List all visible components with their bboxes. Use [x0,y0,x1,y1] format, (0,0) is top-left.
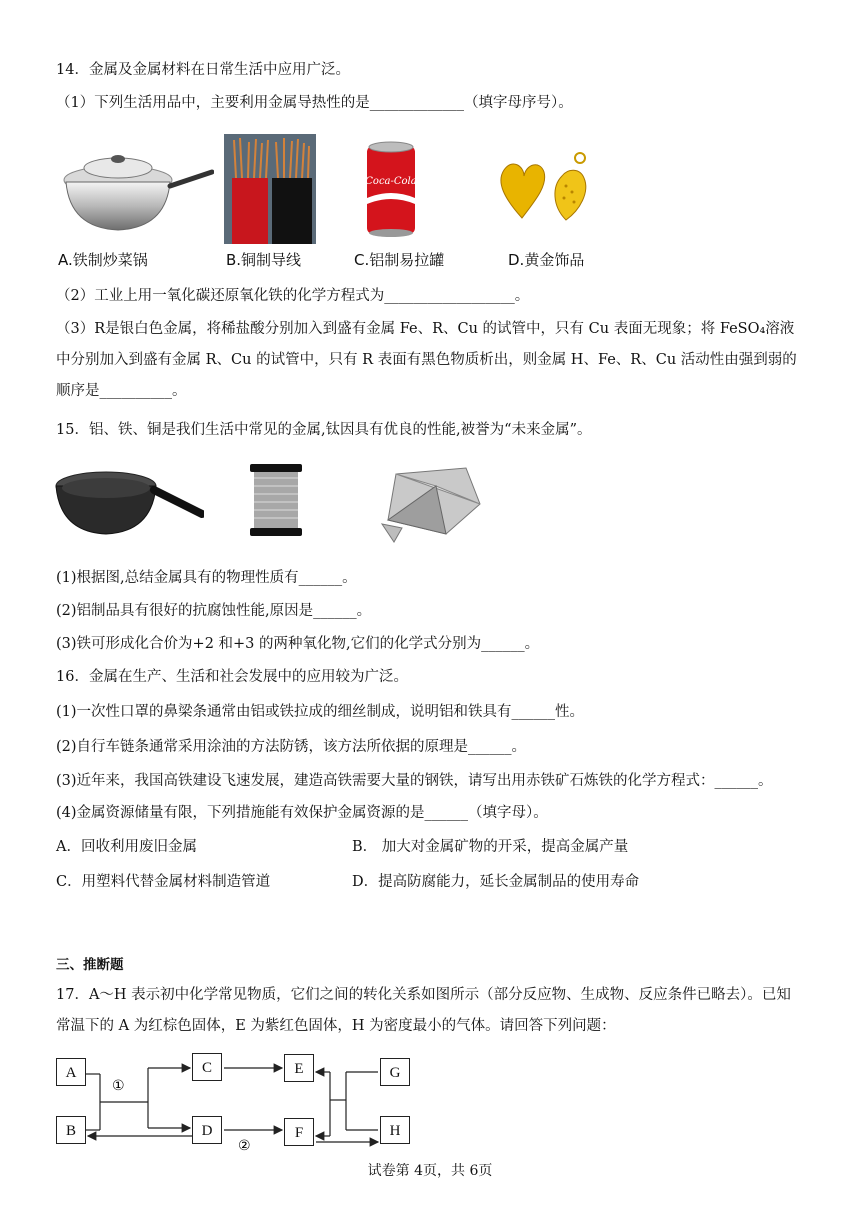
q16-option-b: B． 加大对金属矿物的开采，提高金属产量 [352,839,629,855]
q14-part2: （2）工业上用一氧化碳还原氧化铁的化学方程式为__________________。 [56,288,530,304]
caption-a: A.铁制炒菜锅 [58,251,148,269]
q15-title: 15．铝、铁、铜是我们生活中常见的金属,钛因具有优良的性能,被誉为“未来金属”。 [56,422,592,438]
node-h: H [380,1116,410,1144]
q16-part3: (3)近年来，我国高铁建设飞速发展，建造高铁需要大量的钢铁，请写出用赤铁矿石炼铁的化学方程式：______。 [56,773,773,789]
gold-jewelry-image [494,146,598,226]
copper-wire-image [224,134,316,244]
q16-option-c: C．用塑料代替金属材料制造管道 [56,874,271,890]
reaction-1-label: ① [112,1078,125,1094]
svg-text:Coca-Cola: Coca-Cola [365,176,417,187]
q16-option-a: A．回收利用废旧金属 [56,839,197,855]
q14-title: 14．金属及金属材料在日常生活中应用广泛。 [56,62,350,78]
node-b: B [56,1116,86,1144]
node-a: A [56,1058,86,1086]
q16-part2: (2)自行车链条通常采用涂油的方法防锈，该方法所依据的原理是______。 [56,739,527,755]
node-e: E [284,1054,314,1082]
section-title: 三、推断题 [56,957,124,973]
page-footer: 试卷第 4页，共 6页 [367,1163,493,1179]
caption-d: D.黄金饰品 [508,251,585,269]
q15-part3: (3)铁可形成化合价为+2 和+3 的两种氧化物,它们的化学式分别为______。 [56,636,540,652]
node-c: C [192,1053,222,1081]
conversion-diagram [50,1050,420,1152]
q15-part1: (1)根据图,总结金属具有的物理性质有______。 [56,570,357,586]
caption-b: B.铜制导线 [226,251,302,269]
q17-intro: 17．A～H 表示初中化学常见物质，它们之间的转化关系如图所示（部分反应物、生成物、反应条件已略去）。已知常温下的 A 为红棕色固体，E 为紫红色固体，H 为密度最小的气体。请回答下列问题： [56,987,791,1034]
q14-part3: （3）R是银白色金属，将稀盐酸分别加入到盛有金属 Fe、R、Cu 的试管中，只有 Cu 表面无现象；将 FeSO₄溶液中分别加入到盛有金属 R、Cu 的试管中，只有 R 表面有黑色物质析出，则金属 H、Fe、R、Cu 活动性由强到弱的顺序是__________。 [56,321,797,399]
node-d: D [192,1116,222,1144]
q15-part2: (2)铝制品具有很好的抗腐蚀性能,原因是______。 [56,603,372,619]
wok-image [58,146,214,242]
reaction-2-label: ② [238,1138,251,1152]
q16-part1: (1)一次性口罩的鼻梁条通常由铝或铁拉成的细丝制成，说明铝和铁具有______性。 [56,704,585,720]
node-f: F [284,1118,314,1146]
nonstick-pan-image [54,462,204,538]
caption-c: C.铝制易拉罐 [354,251,445,269]
can-image [365,140,417,238]
wire-spool-image [244,462,308,538]
q16-option-d: D．提高防腐能力，延长金属制品的使用寿命 [352,874,640,890]
q16-part4: (4)金属资源储量有限，下列措施能有效保护金属资源的是______（填字母）。 [56,805,548,821]
q14-part1: （1）下列生活用品中，主要利用金属导热性的是_____________（填字母序号）。 [56,95,573,111]
aluminum-foil-image [376,464,486,544]
q16-title: 16．金属在生产、生活和社会发展中的应用较为广泛。 [56,669,408,685]
node-g: G [380,1058,410,1086]
